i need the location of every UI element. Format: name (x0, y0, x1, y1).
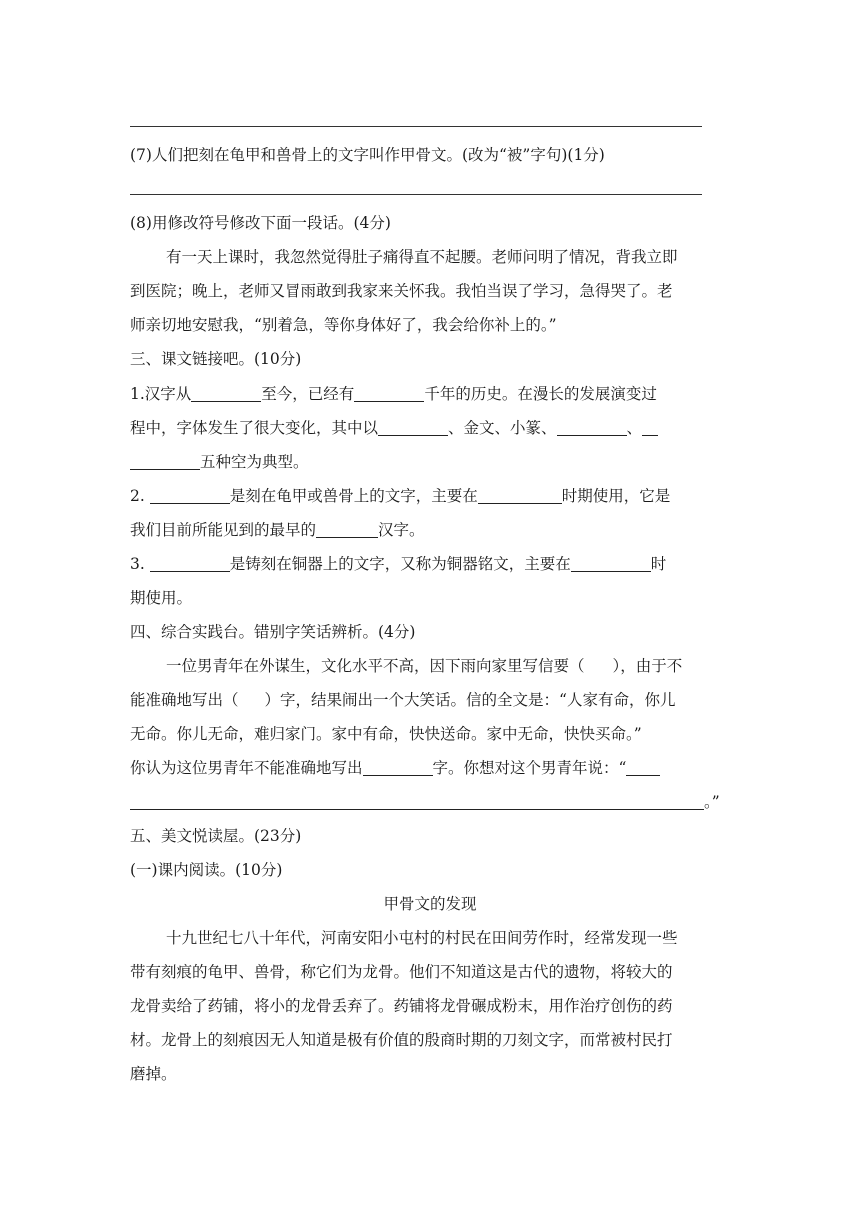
fill-blank[interactable] (557, 419, 627, 436)
section4-paragraph-line: 一位男青年在外谋生，文化水平不高，因下雨向家里写信要（ ），由于不 (166, 657, 683, 675)
fill-blank[interactable] (150, 487, 230, 504)
fill-blank[interactable] (354, 385, 424, 402)
reading-paragraph-line: 龙骨卖给了药铺，将小的龙骨丢弃了。药铺将龙骨碾成粉末，用作治疗创伤的药 (130, 997, 673, 1015)
section3-q2-line1: 2. 是刻在龟甲或兽骨上的文字，主要在 时期使用，它是 (130, 487, 671, 505)
section4-question-line: 你认为这位男青年不能准确地写出 字。你想对这个男青年说：“ (130, 758, 660, 778)
section3-q3-line1: 3. 是铸刻在铜器上的文字，又称为铜器铭文，主要在 时 (130, 555, 667, 573)
answer-line (130, 194, 702, 195)
fill-blank[interactable] (363, 759, 433, 776)
question-7: (7)人们把刻在龟甲和兽骨上的文字叫作甲骨文。(改为“被”字句)(1分) (130, 146, 605, 164)
question-8-label: (8)用修改符号修改下面一段话。(4分) (130, 214, 391, 232)
fill-blank[interactable] (130, 793, 704, 810)
q8-paragraph-line: 师亲切地安慰我，“别着急，等你身体好了，我会给你补上的。” (130, 316, 557, 334)
fill-blank[interactable] (642, 419, 658, 436)
reading-paragraph-line: 十九世纪七八十年代，河南安阳小屯村的村民在田间劳作时，经常发现一些 (166, 929, 678, 947)
section-5-heading: 五、美文悦读屋。(23分) (130, 827, 302, 845)
fill-blank[interactable] (478, 487, 562, 504)
section4-answer-line: 。” (130, 792, 720, 812)
section-3-heading: 三、课文链接吧。(10分) (130, 350, 302, 368)
q8-paragraph-line: 到医院；晚上，老师又冒雨敢到我家来关怀我。我怕当误了学习，急得哭了。老 (130, 282, 673, 300)
reading-paragraph-line: 带有刻痕的龟甲、兽骨，称它们为龙骨。他们不知道这是古代的遗物，将较大的 (130, 963, 673, 981)
section3-q3-line2: 期使用。 (130, 589, 193, 607)
fill-blank[interactable] (378, 419, 448, 436)
fill-blank[interactable] (150, 555, 230, 572)
fill-blank[interactable] (130, 453, 200, 470)
reading-title: 甲骨文的发现 (383, 895, 477, 913)
fill-blank[interactable] (626, 759, 660, 776)
section4-paragraph-line: 能准确地写出（ ）字，结果闹出一个大笑话。信的全文是：“人家有命，你儿 (130, 691, 676, 709)
answer-line (130, 126, 702, 127)
section-5-subheading: (一)课内阅读。(10分) (130, 861, 283, 879)
fill-blank[interactable] (571, 555, 651, 572)
section3-q1-line3: 五种空为典型。 (130, 452, 309, 472)
reading-paragraph-line: 材。龙骨上的刻痕因无人知道是极有价值的殷商时期的刀刻文字，而常被村民打 (130, 1031, 673, 1049)
section3-q1-line1: 1.汉字从 至今，已经有 千年的历史。在漫长的发展演变过 (130, 385, 657, 403)
section3-q2-line2: 我们目前所能见到的最早的 汉字。 (130, 521, 425, 539)
fill-blank[interactable] (191, 385, 261, 402)
section4-paragraph-line: 无命。你儿无命，难归家门。家中有命，快快送命。家中无命，快快买命。” (130, 725, 642, 743)
section3-q1-line2: 程中，字体发生了很大变化，其中以 、金文、小篆、 、 (130, 418, 658, 438)
reading-paragraph-line: 磨掉。 (130, 1065, 177, 1083)
section-4-heading: 四、综合实践台。错别字笑话辨析。(4分) (130, 623, 416, 641)
fill-blank[interactable] (316, 521, 378, 538)
q8-paragraph-line: 有一天上课时，我忽然觉得肚子痛得直不起腰。老师问明了情况，背我立即 (166, 248, 678, 266)
